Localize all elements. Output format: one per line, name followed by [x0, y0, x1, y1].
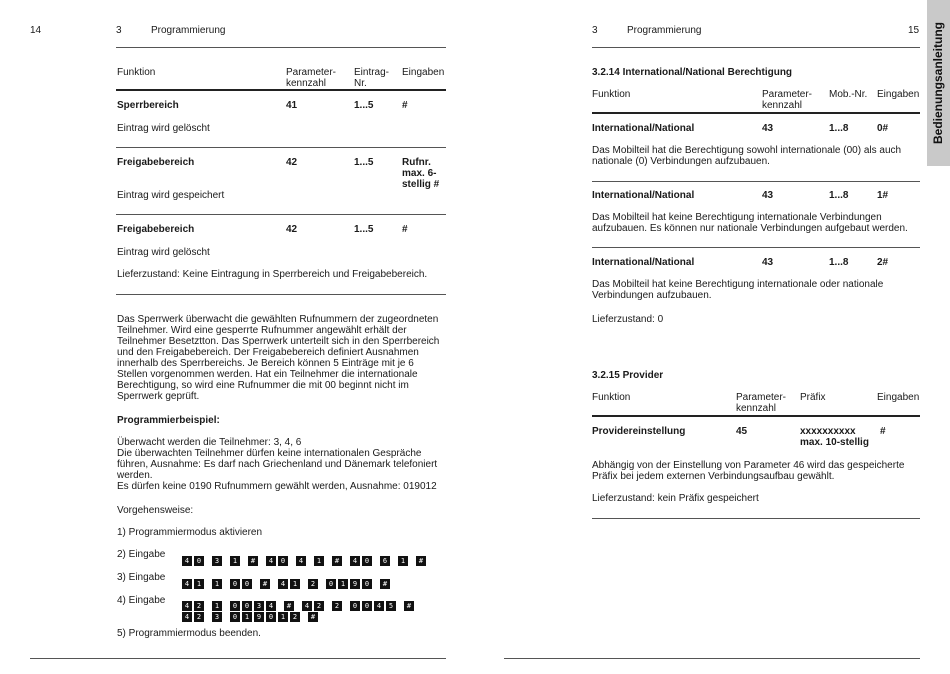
key-cap: 1 — [230, 556, 240, 566]
table-row-eintrag: 1...5 — [354, 100, 374, 111]
key-cap: # — [404, 601, 414, 611]
key-cap: 2 — [332, 601, 342, 611]
sperrwerk-paragraph: Das Sperrwerk überwacht die gewählten Rufnummern der zugeordneten Teilnehmer. Wird eine gesperrte Rufnummer angewählt erhält der Teilnehmer Besetztton. Das Sperrwerk unterteilt sich in den Sperrbereich und den Freigabebereich. Der Freigabebereich definiert Ausnahmen innerhalb des Sperrbereichs. Je Bereich können 5 Einträge mit je 6 Stellen vorgenommen werden. Hat ein Teilnehmer die internationale Berechtigung, so wird eine Rufnummer die mit 00 beginnt nicht im Sperrwerk geprüft. — [117, 314, 440, 402]
table-row-eingaben: 1# — [877, 190, 889, 201]
key-cap: 0 — [242, 579, 252, 589]
key-cap: 4 — [182, 556, 192, 566]
key-cap: 0 — [242, 601, 252, 611]
table-row-mob: 1...8 — [829, 190, 849, 201]
row-divider — [592, 247, 920, 248]
table-row-eintrag: 1...5 — [354, 157, 374, 168]
key-cap: # — [260, 579, 270, 589]
right-chapter-number: 3 — [592, 25, 598, 36]
left-col-eintrag: Eintrag- Nr. — [354, 67, 390, 89]
key-cap: 4 — [302, 601, 312, 611]
key-cap: # — [332, 556, 342, 566]
sec2-col-prefix: Präfix — [800, 392, 826, 403]
row-divider — [116, 147, 446, 148]
right-chapter-title: Programmierung — [627, 25, 702, 36]
key-cap: # — [284, 601, 294, 611]
key-cap: 3 — [212, 612, 222, 622]
key-cap: # — [308, 612, 318, 622]
table-row-funktion: International/National — [592, 123, 695, 134]
step-3-keys — [182, 573, 392, 591]
key-cap: 4 — [182, 579, 192, 589]
sec1-col-eingaben: Eingaben — [877, 89, 920, 100]
key-cap: 1 — [194, 579, 204, 589]
left-page-number: 14 — [30, 25, 42, 36]
sec2-col-eingaben: Eingaben — [877, 392, 920, 403]
key-cap: 2 — [290, 612, 300, 622]
key-cap: 4 — [266, 601, 276, 611]
table-row-param: 43 — [762, 123, 774, 134]
side-tab — [927, 0, 950, 166]
beispiel-text: Überwacht werden die Teilnehmer: 3, 4, 6 Die überwachten Teilnehmer dürfen keine internationalen Gespräche führen, Ausnahme: Es darf nach Griechenland und Dänemark telefoniert werden. Es dürfen keine 0190 Rufnummern gewählt werden, Ausnahme: 019012 — [117, 437, 438, 492]
table-row-eintrag: 1...5 — [354, 224, 374, 235]
table-row-mob: 1...8 — [829, 123, 849, 134]
table-row-funktion: International/National — [592, 257, 695, 268]
table-row-param: 42 — [286, 224, 298, 235]
sec1-lieferzustand: Lieferzustand: 0 — [592, 314, 664, 325]
sec2-note: Abhängig von der Einstellung von Parameter 46 wird das gespeicherte Präfix bei jedem externen Verbindungsaufbau gewählt. — [592, 460, 905, 482]
key-cap: 2 — [194, 612, 204, 622]
left-col-param: Parameter- kennzahl — [286, 67, 337, 89]
vorgehen-label: Vorgehensweise: — [117, 505, 194, 516]
key-cap: 4 — [182, 612, 192, 622]
right-header-rule — [592, 47, 920, 48]
row-divider — [592, 181, 920, 182]
table-row-eingaben: # — [880, 426, 886, 437]
key-cap: 9 — [254, 612, 264, 622]
key-cap: 4 — [266, 556, 276, 566]
sec2-end-rule — [592, 518, 920, 519]
table-row-param: 43 — [762, 257, 774, 268]
table-row-param: 41 — [286, 100, 298, 111]
left-footer-rule — [30, 658, 446, 659]
key-cap: 4 — [278, 579, 288, 589]
table-row-note: Das Mobilteil hat keine Berechtigung internationale Verbindungen aufzubauen. Es können nur nationale Verbindungen aufgebaut werden. — [592, 212, 908, 234]
key-cap: 0 — [362, 601, 372, 611]
section-title-3-2-15: 3.2.15 Provider — [592, 370, 664, 381]
sec2-lieferzustand: Lieferzustand: kein Präfix gespeichert — [592, 493, 759, 504]
section-title-3-2-14: 3.2.14 International/National Berechtigung — [592, 67, 793, 78]
key-cap: 5 — [386, 601, 396, 611]
sec1-col-mob: Mob.-Nr. — [829, 89, 868, 100]
table-row-eingaben: 2# — [877, 257, 889, 268]
table-row-note: Eintrag wird gelöscht — [117, 123, 210, 134]
table-row-funktion: Sperrbereich — [117, 100, 179, 111]
key-cap: 0 — [230, 612, 240, 622]
key-cap: 1 — [278, 612, 288, 622]
key-cap: 2 — [314, 601, 324, 611]
table-row-eingaben: # — [402, 224, 408, 235]
lieferzustand-text: Lieferzustand: Keine Eintragung in Sperrbereich und Freigabebereich. — [117, 269, 428, 280]
key-cap: 9 — [350, 579, 360, 589]
step-4-label: 4) Eingabe — [117, 595, 166, 606]
table-row-note: Eintrag wird gelöscht — [117, 247, 210, 258]
beispiel-title: Programmierbeispiel: — [117, 415, 220, 426]
sec1-col-funktion: Funktion — [592, 89, 631, 100]
table-row-funktion: Providereinstellung — [592, 426, 686, 437]
left-header-rule — [116, 47, 446, 48]
step-1: 1) Programmiermodus aktivieren — [117, 527, 263, 538]
key-cap: 6 — [380, 556, 390, 566]
table-row-eingaben: 0# — [877, 123, 889, 134]
left-table-rule — [116, 89, 446, 91]
key-cap: 0 — [230, 579, 240, 589]
sec2-col-param: Parameter- kennzahl — [736, 392, 787, 414]
table-row-eingaben: Rufnr. max. 6- stellig # — [402, 157, 440, 190]
left-chapter-title: Programmierung — [151, 25, 226, 36]
side-tab-label: Bedienungsanleitung — [931, 22, 945, 145]
key-cap: 0 — [326, 579, 336, 589]
key-cap: 3 — [212, 556, 222, 566]
sec2-table-rule — [592, 415, 920, 417]
table-row-param: 42 — [286, 157, 298, 168]
table-row-mob: 1...8 — [829, 257, 849, 268]
step-2-label: 2) Eingabe — [117, 549, 166, 560]
left-chapter-number: 3 — [116, 25, 122, 36]
key-cap: 4 — [182, 601, 192, 611]
table-row-note: Das Mobilteil hat die Berechtigung sowohl internationale (00) als auch nationale (0) Verbindungen aufzubauen. — [592, 145, 902, 167]
key-cap: # — [416, 556, 426, 566]
key-cap: 1 — [314, 556, 324, 566]
key-cap: 0 — [194, 556, 204, 566]
step-3-label: 3) Eingabe — [117, 572, 166, 583]
table-row-param: 43 — [762, 190, 774, 201]
key-cap: 0 — [278, 556, 288, 566]
key-cap: 1 — [212, 579, 222, 589]
table-row-funktion: International/National — [592, 190, 695, 201]
table-row-param: 45 — [736, 426, 748, 437]
key-cap: 4 — [296, 556, 306, 566]
table-row-note: Eintrag wird gespeichert — [117, 190, 225, 201]
key-cap: 0 — [266, 612, 276, 622]
key-cap: # — [380, 579, 390, 589]
key-cap: 1 — [290, 579, 300, 589]
sec2-col-funktion: Funktion — [592, 392, 631, 403]
table-row-prefix: xxxxxxxxxx max. 10-stellig — [800, 426, 869, 448]
key-cap: 0 — [362, 556, 372, 566]
step-5: 5) Programmiermodus beenden. — [117, 628, 261, 639]
key-cap: 0 — [362, 579, 372, 589]
key-cap: 0 — [230, 601, 240, 611]
table-row-eingaben: # — [402, 100, 408, 111]
table-row-note: Das Mobilteil hat keine Berechtigung internationale oder nationale Verbindungen aufzubauen. — [592, 279, 884, 301]
key-cap: 4 — [350, 556, 360, 566]
key-cap: 0 — [350, 601, 360, 611]
key-cap: 2 — [308, 579, 318, 589]
left-col-funktion: Funktion — [117, 67, 156, 78]
step-2-keys — [182, 550, 428, 568]
key-cap: # — [248, 556, 258, 566]
key-cap: 2 — [194, 601, 204, 611]
key-cap: 1 — [242, 612, 252, 622]
left-col-eingaben: Eingaben — [402, 67, 445, 78]
key-cap: 1 — [398, 556, 408, 566]
row-divider — [116, 294, 446, 295]
key-cap: 4 — [374, 601, 384, 611]
key-cap: 1 — [338, 579, 348, 589]
row-divider — [116, 214, 446, 215]
right-page-number: 15 — [908, 25, 920, 36]
sec1-table-rule — [592, 112, 920, 114]
table-row-funktion: Freigabebereich — [117, 157, 195, 168]
right-footer-rule — [504, 658, 920, 659]
sec1-col-param: Parameter- kennzahl — [762, 89, 813, 111]
step-4-keys-b — [182, 606, 320, 624]
key-cap: 3 — [254, 601, 264, 611]
table-row-funktion: Freigabebereich — [117, 224, 195, 235]
key-cap: 1 — [212, 601, 222, 611]
